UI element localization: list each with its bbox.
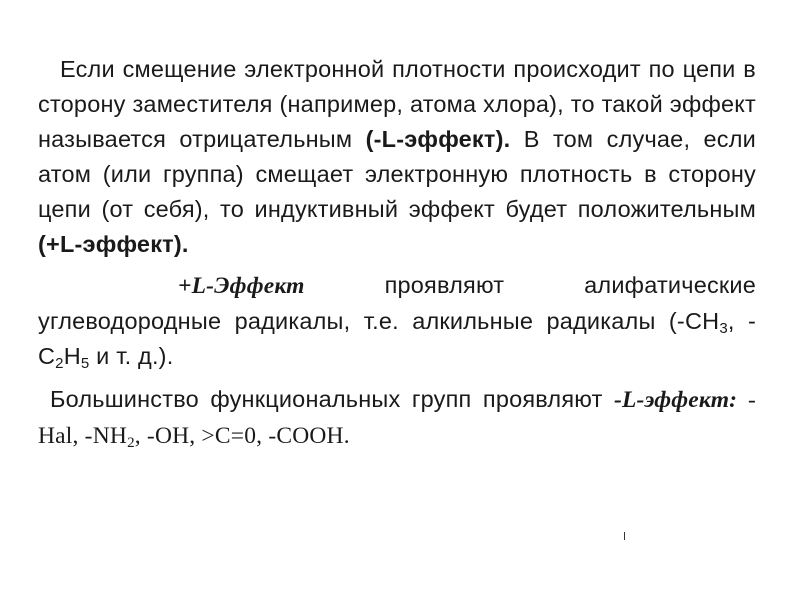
paragraph3-text-a: Большинство функциональных групп проявляют xyxy=(50,386,614,412)
paragraph-negative-effect-groups xyxy=(38,382,756,454)
paragraph-positive-effect-examples xyxy=(38,268,756,374)
paragraph-inductive-effect-definition xyxy=(38,52,756,262)
subscript: 2 xyxy=(55,355,64,372)
paragraph2-text-c: H xyxy=(63,343,81,369)
negative-effect-label: (-L-эффект). xyxy=(365,126,511,152)
paragraph3-text-b: -Hal, -NH xyxy=(38,387,756,449)
paragraph3-text-c: , -OH, >C=0, -COOH. xyxy=(134,423,350,449)
subscript: 2 xyxy=(127,435,135,451)
paragraph2-text-b: , -C xyxy=(38,308,756,369)
slide-content xyxy=(38,52,756,454)
paragraph1-text-a: Если смещение электронной плотности происходит по цепи в сторону заместителя (например, атома хлора), то такой эффект называется отрицательным xyxy=(38,56,756,152)
stray-mark xyxy=(624,532,625,540)
paragraph2-text-a: проявляют алифатические углеводородные радикалы, т.е. алкильные радикалы (-CH xyxy=(38,272,756,334)
paragraph1-text-b: В том случае, если атом (или группа) смещает электронную плотность в сторону цепи (от себя), то индуктивный эффект будет положительным xyxy=(38,126,756,222)
subscript: 3 xyxy=(719,320,728,337)
subscript: 5 xyxy=(80,355,90,372)
positive-effect-term: +L-Эффект xyxy=(178,273,305,299)
negative-effect-term: -L-эффект: xyxy=(613,387,738,413)
positive-effect-label: (+L-эффект). xyxy=(38,231,189,257)
paragraph2-text-d: и т. д.). xyxy=(89,343,174,369)
